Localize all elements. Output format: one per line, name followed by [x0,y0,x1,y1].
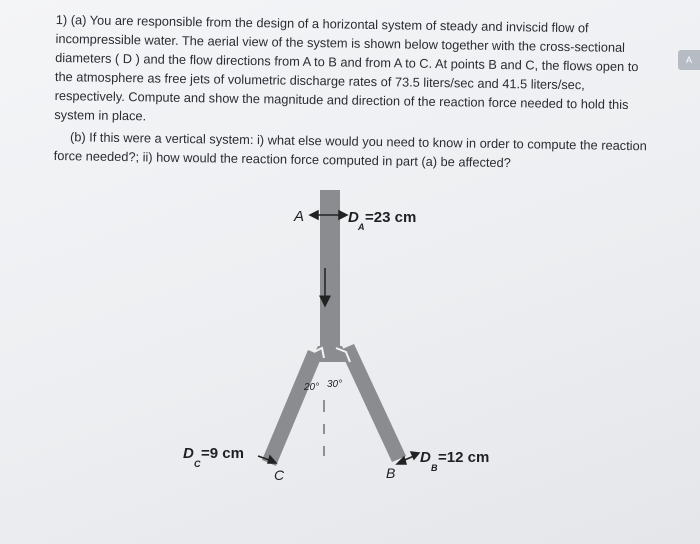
diameter-a-sub: A [358,222,365,232]
pipe-a [320,190,340,350]
diameter-c-label [183,445,244,469]
problem-part-b: (b) If this were a vertical system: i) what else would you need to know in order to compute the reaction force needed?; ii) how would the reaction force computed in part (a) be affected? [53,129,647,171]
point-b-label: B [386,465,396,481]
problem-part-a: 1) (a) You are responsible from the design of a horizontal system of steady and inviscid flow of incompressible water. The aerial view of the system is shown below together with the cross-sectional diameters ( D ) and the flow directions from A to B and from A to C. At points B and C, the flows open to the atmosphere as free jets of volumetric discharge rates of 73.5 liters/sec and 41.5 liters/sec, respectively. Compute and show the magnitude and direction of the reaction force needed to hold this system in place. [54,11,639,124]
diameter-c-main: D [183,445,194,462]
diameter-a-main: D [348,209,359,226]
diameter-b-main: D [420,449,431,466]
diameter-b-label [420,449,489,473]
angle-right-label: 30° [327,379,343,390]
diameter-a-label [348,209,416,232]
diameter-c-sub: C [194,459,201,469]
pipe-c [262,350,322,466]
side-tab-label: A [685,55,692,65]
diameter-c-value: =9 cm [201,445,244,462]
diameter-b-value: =12 cm [438,449,490,466]
diameter-a-value: =23 cm [365,209,417,226]
pipe-network [262,190,406,466]
point-c-label: C [274,467,285,483]
angle-left-label: 20° [304,382,320,393]
diameter-b-sub: B [431,463,438,473]
point-a-label: A [294,208,305,225]
